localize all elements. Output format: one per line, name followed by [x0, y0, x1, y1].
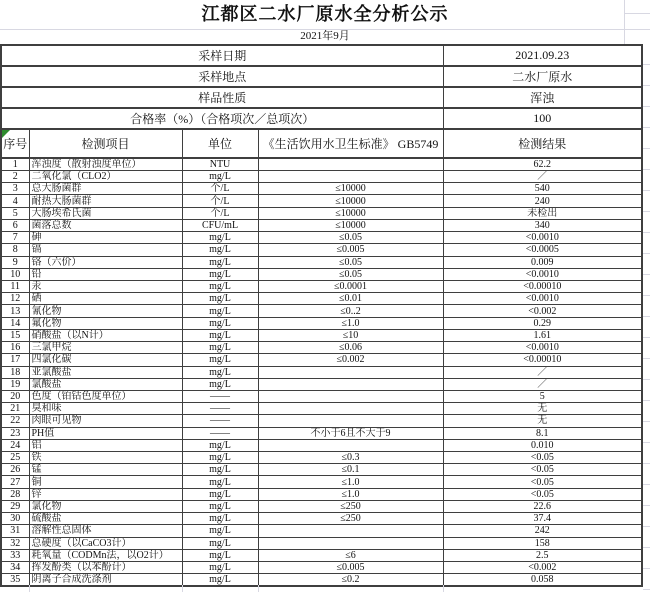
analysis-table: [0, 44, 643, 587]
standard-cell[interactable]: ≤10000: [258, 219, 443, 231]
standard-cell[interactable]: [258, 403, 443, 415]
item-name-cell[interactable]: 锌: [29, 488, 182, 500]
result-cell[interactable]: <0.0010: [443, 268, 642, 280]
row-no-cell[interactable]: 7: [1, 232, 29, 244]
row-no-cell[interactable]: 21: [1, 403, 29, 415]
info-value-cell[interactable]: 100: [443, 108, 642, 129]
row-no-cell[interactable]: 9: [1, 256, 29, 268]
item-name-cell[interactable]: 汞: [29, 280, 182, 292]
standard-cell[interactable]: ≤0.005: [258, 244, 443, 256]
column-header-standard[interactable]: 《生活饮用水卫生标准》 GB5749: [258, 129, 443, 158]
table-row: [1, 427, 642, 439]
result-cell[interactable]: 无: [443, 403, 642, 415]
info-label-cell[interactable]: 采样日期: [1, 45, 443, 66]
unit-cell[interactable]: ——: [182, 403, 258, 415]
standard-cell[interactable]: [258, 171, 443, 183]
table-row: [1, 537, 642, 549]
item-name-cell[interactable]: 耐热大肠菌群: [29, 195, 182, 207]
excel-error-flag-icon: [2, 130, 10, 138]
row-no-cell[interactable]: 22: [1, 415, 29, 427]
unit-cell[interactable]: mg/L: [182, 476, 258, 488]
row-no-cell[interactable]: 2: [1, 171, 29, 183]
unit-cell[interactable]: mg/L: [182, 488, 258, 500]
item-name-cell[interactable]: 色度（铂钴色度单位）: [29, 390, 182, 402]
unit-cell[interactable]: mg/L: [182, 452, 258, 464]
row-no-cell[interactable]: 12: [1, 293, 29, 305]
row-no-cell[interactable]: 26: [1, 464, 29, 476]
item-name-cell[interactable]: 铁: [29, 452, 182, 464]
result-cell[interactable]: 62.2: [443, 158, 642, 171]
row-no-cell[interactable]: 30: [1, 513, 29, 525]
info-row-sample-nature: [1, 87, 642, 108]
standard-cell[interactable]: ≤0.005: [258, 562, 443, 574]
row-no-cell[interactable]: 16: [1, 342, 29, 354]
page-title[interactable]: 江都区二水厂原水全分析公示: [201, 4, 449, 24]
standard-cell[interactable]: ≤0.0001: [258, 280, 443, 292]
row-no-cell[interactable]: 15: [1, 329, 29, 341]
item-name-cell[interactable]: 锰: [29, 464, 182, 476]
unit-cell[interactable]: mg/L: [182, 439, 258, 451]
item-name-cell[interactable]: 挥发酚类（以苯酚计）: [29, 562, 182, 574]
row-no-cell[interactable]: 20: [1, 390, 29, 402]
table-row: [1, 513, 642, 525]
table-row: [1, 171, 642, 183]
unit-cell[interactable]: 个/L: [182, 195, 258, 207]
unit-cell[interactable]: mg/L: [182, 500, 258, 512]
item-name-cell[interactable]: 浑浊度（散射浊度单位）: [29, 158, 182, 171]
info-value-cell[interactable]: 2021.09.23: [443, 45, 642, 66]
item-name-cell[interactable]: 氰化物: [29, 305, 182, 317]
row-no-cell[interactable]: 5: [1, 207, 29, 219]
standard-cell[interactable]: ≤0.05: [258, 256, 443, 268]
table-row: [1, 366, 642, 378]
gridline-strip: [643, 44, 650, 592]
standard-cell[interactable]: ≤0.05: [258, 232, 443, 244]
result-cell[interactable]: 0.009: [443, 256, 642, 268]
item-name-cell[interactable]: 总大肠菌群: [29, 183, 182, 195]
unit-cell[interactable]: mg/L: [182, 171, 258, 183]
item-name-cell[interactable]: 硒: [29, 293, 182, 305]
standard-cell[interactable]: ≤10000: [258, 207, 443, 219]
table-row: [1, 305, 642, 317]
info-value-cell[interactable]: 浑浊: [443, 87, 642, 108]
table-row: [1, 562, 642, 574]
result-cell[interactable]: 0.29: [443, 317, 642, 329]
result-cell[interactable]: 158: [443, 537, 642, 549]
row-no-cell[interactable]: 3: [1, 183, 29, 195]
table-row: [1, 378, 642, 390]
item-name-cell[interactable]: 肉眼可见物: [29, 415, 182, 427]
row-no-cell[interactable]: 4: [1, 195, 29, 207]
item-name-cell[interactable]: 亚氯酸盐: [29, 366, 182, 378]
row-no-cell[interactable]: 32: [1, 537, 29, 549]
result-cell[interactable]: 1.61: [443, 329, 642, 341]
unit-cell[interactable]: mg/L: [182, 280, 258, 292]
row-no-cell[interactable]: 31: [1, 525, 29, 537]
unit-cell[interactable]: mg/L: [182, 366, 258, 378]
table-row: [1, 293, 642, 305]
table-row: [1, 232, 642, 244]
standard-cell[interactable]: ≤6: [258, 549, 443, 561]
standard-cell[interactable]: [258, 390, 443, 402]
result-cell[interactable]: ／: [443, 366, 642, 378]
gridline: [258, 585, 259, 592]
result-cell[interactable]: <0.05: [443, 452, 642, 464]
unit-cell[interactable]: mg/L: [182, 256, 258, 268]
item-name-cell[interactable]: PH值: [29, 427, 182, 439]
row-no-cell[interactable]: 1: [1, 158, 29, 171]
unit-cell[interactable]: ——: [182, 427, 258, 439]
table-row: [1, 476, 642, 488]
row-no-cell[interactable]: 17: [1, 354, 29, 366]
standard-cell[interactable]: [258, 439, 443, 451]
unit-cell[interactable]: NTU: [182, 158, 258, 171]
table-row: [1, 268, 642, 280]
unit-cell[interactable]: 个/L: [182, 183, 258, 195]
standard-cell[interactable]: ≤0.05: [258, 268, 443, 280]
item-name-cell[interactable]: 氟化物: [29, 317, 182, 329]
unit-cell[interactable]: mg/L: [182, 562, 258, 574]
result-cell[interactable]: 540: [443, 183, 642, 195]
standard-cell[interactable]: ≤1.0: [258, 317, 443, 329]
column-header-result[interactable]: 检测结果: [443, 129, 642, 158]
table-row: [1, 488, 642, 500]
item-name-cell[interactable]: 溶解性总固体: [29, 525, 182, 537]
row-no-cell[interactable]: 19: [1, 378, 29, 390]
unit-cell[interactable]: mg/L: [182, 378, 258, 390]
table-row: [1, 183, 642, 195]
info-label-cell[interactable]: 样品性质: [1, 87, 443, 108]
unit-cell[interactable]: mg/L: [182, 305, 258, 317]
item-name-cell[interactable]: 铬（六价）: [29, 256, 182, 268]
row-no-cell[interactable]: 33: [1, 549, 29, 561]
row-no-cell[interactable]: 35: [1, 574, 29, 587]
item-name-cell[interactable]: 硝酸盐（以N计）: [29, 329, 182, 341]
result-cell[interactable]: <0.00010: [443, 280, 642, 292]
item-name-cell[interactable]: 四氯化碳: [29, 354, 182, 366]
item-name-cell[interactable]: 二氧化氯（CLO2）: [29, 171, 182, 183]
standard-cell[interactable]: ≤0.1: [258, 464, 443, 476]
standard-cell[interactable]: ≤0.3: [258, 452, 443, 464]
result-cell[interactable]: <0.00010: [443, 354, 642, 366]
item-name-cell[interactable]: 铝: [29, 439, 182, 451]
unit-cell[interactable]: ——: [182, 390, 258, 402]
unit-cell[interactable]: mg/L: [182, 574, 258, 587]
column-header-no[interactable]: 序号: [1, 129, 29, 158]
standard-cell[interactable]: ≤250: [258, 500, 443, 512]
item-name-cell[interactable]: 镉: [29, 244, 182, 256]
unit-cell[interactable]: ——: [182, 415, 258, 427]
report-month[interactable]: 2021年9月: [300, 30, 350, 42]
unit-cell[interactable]: mg/L: [182, 354, 258, 366]
table-row: [1, 574, 642, 587]
standard-cell[interactable]: ≤0.002: [258, 354, 443, 366]
row-no-cell[interactable]: 8: [1, 244, 29, 256]
unit-cell[interactable]: mg/L: [182, 293, 258, 305]
standard-cell[interactable]: ≤10: [258, 329, 443, 341]
table-row: [1, 207, 642, 219]
item-name-cell[interactable]: 三氯甲烷: [29, 342, 182, 354]
result-cell[interactable]: 5: [443, 390, 642, 402]
standard-cell[interactable]: [258, 537, 443, 549]
table-row: [1, 354, 642, 366]
row-no-cell[interactable]: 6: [1, 219, 29, 231]
row-no-cell[interactable]: 29: [1, 500, 29, 512]
table-row: [1, 342, 642, 354]
row-no-cell[interactable]: 11: [1, 280, 29, 292]
info-row-sampling-location: [1, 66, 642, 87]
table-row: [1, 439, 642, 451]
standard-cell[interactable]: ≤0.01: [258, 293, 443, 305]
result-cell[interactable]: 240: [443, 195, 642, 207]
unit-cell[interactable]: mg/L: [182, 549, 258, 561]
standard-cell[interactable]: ≤0.06: [258, 342, 443, 354]
table-row: [1, 403, 642, 415]
standard-cell[interactable]: [258, 366, 443, 378]
column-header-item[interactable]: 检测项目: [29, 129, 182, 158]
standard-cell[interactable]: ≤1.0: [258, 488, 443, 500]
table-row: [1, 280, 642, 292]
result-cell[interactable]: <0.05: [443, 464, 642, 476]
results-tbody: [1, 158, 642, 586]
result-cell[interactable]: <0.0010: [443, 342, 642, 354]
result-cell[interactable]: 0.058: [443, 574, 642, 587]
info-label-cell[interactable]: 合格率（%）（合格项次／总项次）: [1, 108, 443, 129]
table-row: [1, 464, 642, 476]
item-name-cell[interactable]: 菌落总数: [29, 219, 182, 231]
result-cell[interactable]: <0.0010: [443, 293, 642, 305]
result-cell[interactable]: 无: [443, 415, 642, 427]
row-no-cell[interactable]: 10: [1, 268, 29, 280]
item-name-cell[interactable]: 氯化物: [29, 500, 182, 512]
unit-cell[interactable]: mg/L: [182, 244, 258, 256]
table-row: [1, 158, 642, 171]
row-no-cell[interactable]: 23: [1, 427, 29, 439]
unit-cell[interactable]: mg/L: [182, 537, 258, 549]
unit-cell[interactable]: CFU/mL: [182, 219, 258, 231]
standard-cell[interactable]: ≤1.0: [258, 476, 443, 488]
result-cell[interactable]: <0.05: [443, 488, 642, 500]
table-row: [1, 244, 642, 256]
result-cell[interactable]: 22.6: [443, 500, 642, 512]
standard-cell[interactable]: [258, 378, 443, 390]
result-cell[interactable]: ／: [443, 378, 642, 390]
unit-cell[interactable]: mg/L: [182, 342, 258, 354]
table-row: [1, 452, 642, 464]
unit-cell[interactable]: mg/L: [182, 317, 258, 329]
unit-cell[interactable]: mg/L: [182, 464, 258, 476]
standard-cell[interactable]: ≤10000: [258, 183, 443, 195]
row-no-cell[interactable]: 27: [1, 476, 29, 488]
item-name-cell[interactable]: 砷: [29, 232, 182, 244]
info-value-cell[interactable]: 二水厂原水: [443, 66, 642, 87]
item-name-cell[interactable]: 氯酸盐: [29, 378, 182, 390]
standard-cell[interactable]: ≤10000: [258, 195, 443, 207]
item-name-cell[interactable]: 铅: [29, 268, 182, 280]
gridline: [443, 585, 444, 592]
gridline: [624, 13, 650, 14]
item-name-cell[interactable]: 总硬度（以CaCO3计）: [29, 537, 182, 549]
item-name-cell[interactable]: 硫酸盐: [29, 513, 182, 525]
table-header-row: [1, 129, 642, 158]
table-row: [1, 256, 642, 268]
result-cell[interactable]: 0.010: [443, 439, 642, 451]
row-no-cell[interactable]: 13: [1, 305, 29, 317]
result-cell[interactable]: <0.002: [443, 305, 642, 317]
result-cell[interactable]: ／: [443, 171, 642, 183]
standard-cell[interactable]: 不小于6且不大于9: [258, 427, 443, 439]
unit-cell[interactable]: mg/L: [182, 329, 258, 341]
row-no-cell[interactable]: 18: [1, 366, 29, 378]
table-row: [1, 415, 642, 427]
standard-cell[interactable]: [258, 158, 443, 171]
standard-cell[interactable]: [258, 415, 443, 427]
info-row-sampling-date: [1, 45, 642, 66]
table-row: [1, 329, 642, 341]
result-cell[interactable]: 未检出: [443, 207, 642, 219]
column-header-unit[interactable]: 单位: [182, 129, 258, 158]
table-row: [1, 317, 642, 329]
standard-cell[interactable]: ≤0.2: [258, 574, 443, 587]
item-name-cell[interactable]: 耗氧量（CODMn法，以O2计）: [29, 549, 182, 561]
unit-cell[interactable]: mg/L: [182, 268, 258, 280]
result-cell[interactable]: <0.002: [443, 562, 642, 574]
result-cell[interactable]: 2.5: [443, 549, 642, 561]
row-no-cell[interactable]: 25: [1, 452, 29, 464]
row-no-cell[interactable]: 14: [1, 317, 29, 329]
unit-cell[interactable]: 个/L: [182, 207, 258, 219]
result-cell[interactable]: <0.0010: [443, 232, 642, 244]
result-cell[interactable]: <0.05: [443, 476, 642, 488]
item-name-cell[interactable]: 铜: [29, 476, 182, 488]
row-no-cell[interactable]: 28: [1, 488, 29, 500]
item-name-cell[interactable]: 臭和味: [29, 403, 182, 415]
gridline: [29, 585, 30, 592]
gridline: [182, 585, 183, 592]
table-row: [1, 500, 642, 512]
result-cell[interactable]: 340: [443, 219, 642, 231]
row-no-cell[interactable]: 24: [1, 439, 29, 451]
table-row: [1, 549, 642, 561]
standard-cell[interactable]: [258, 525, 443, 537]
unit-cell[interactable]: mg/L: [182, 232, 258, 244]
table-row: [1, 195, 642, 207]
table-row: [1, 525, 642, 537]
standard-cell[interactable]: ≤0..2: [258, 305, 443, 317]
row-no-cell[interactable]: 34: [1, 562, 29, 574]
table-row: [1, 219, 642, 231]
gridline: [0, 29, 650, 30]
gridline: [624, 0, 625, 44]
unit-cell[interactable]: mg/L: [182, 525, 258, 537]
result-cell[interactable]: 37.4: [443, 513, 642, 525]
unit-cell[interactable]: mg/L: [182, 513, 258, 525]
table-row: [1, 390, 642, 402]
standard-cell[interactable]: ≤250: [258, 513, 443, 525]
info-row-pass-rate: [1, 108, 642, 129]
result-cell[interactable]: <0.0005: [443, 244, 642, 256]
result-cell[interactable]: 242: [443, 525, 642, 537]
result-cell[interactable]: 8.1: [443, 427, 642, 439]
info-label-cell[interactable]: 采样地点: [1, 66, 443, 87]
item-name-cell[interactable]: 阴离子合成洗涤剂: [29, 574, 182, 587]
item-name-cell[interactable]: 大肠埃希氏菌: [29, 207, 182, 219]
